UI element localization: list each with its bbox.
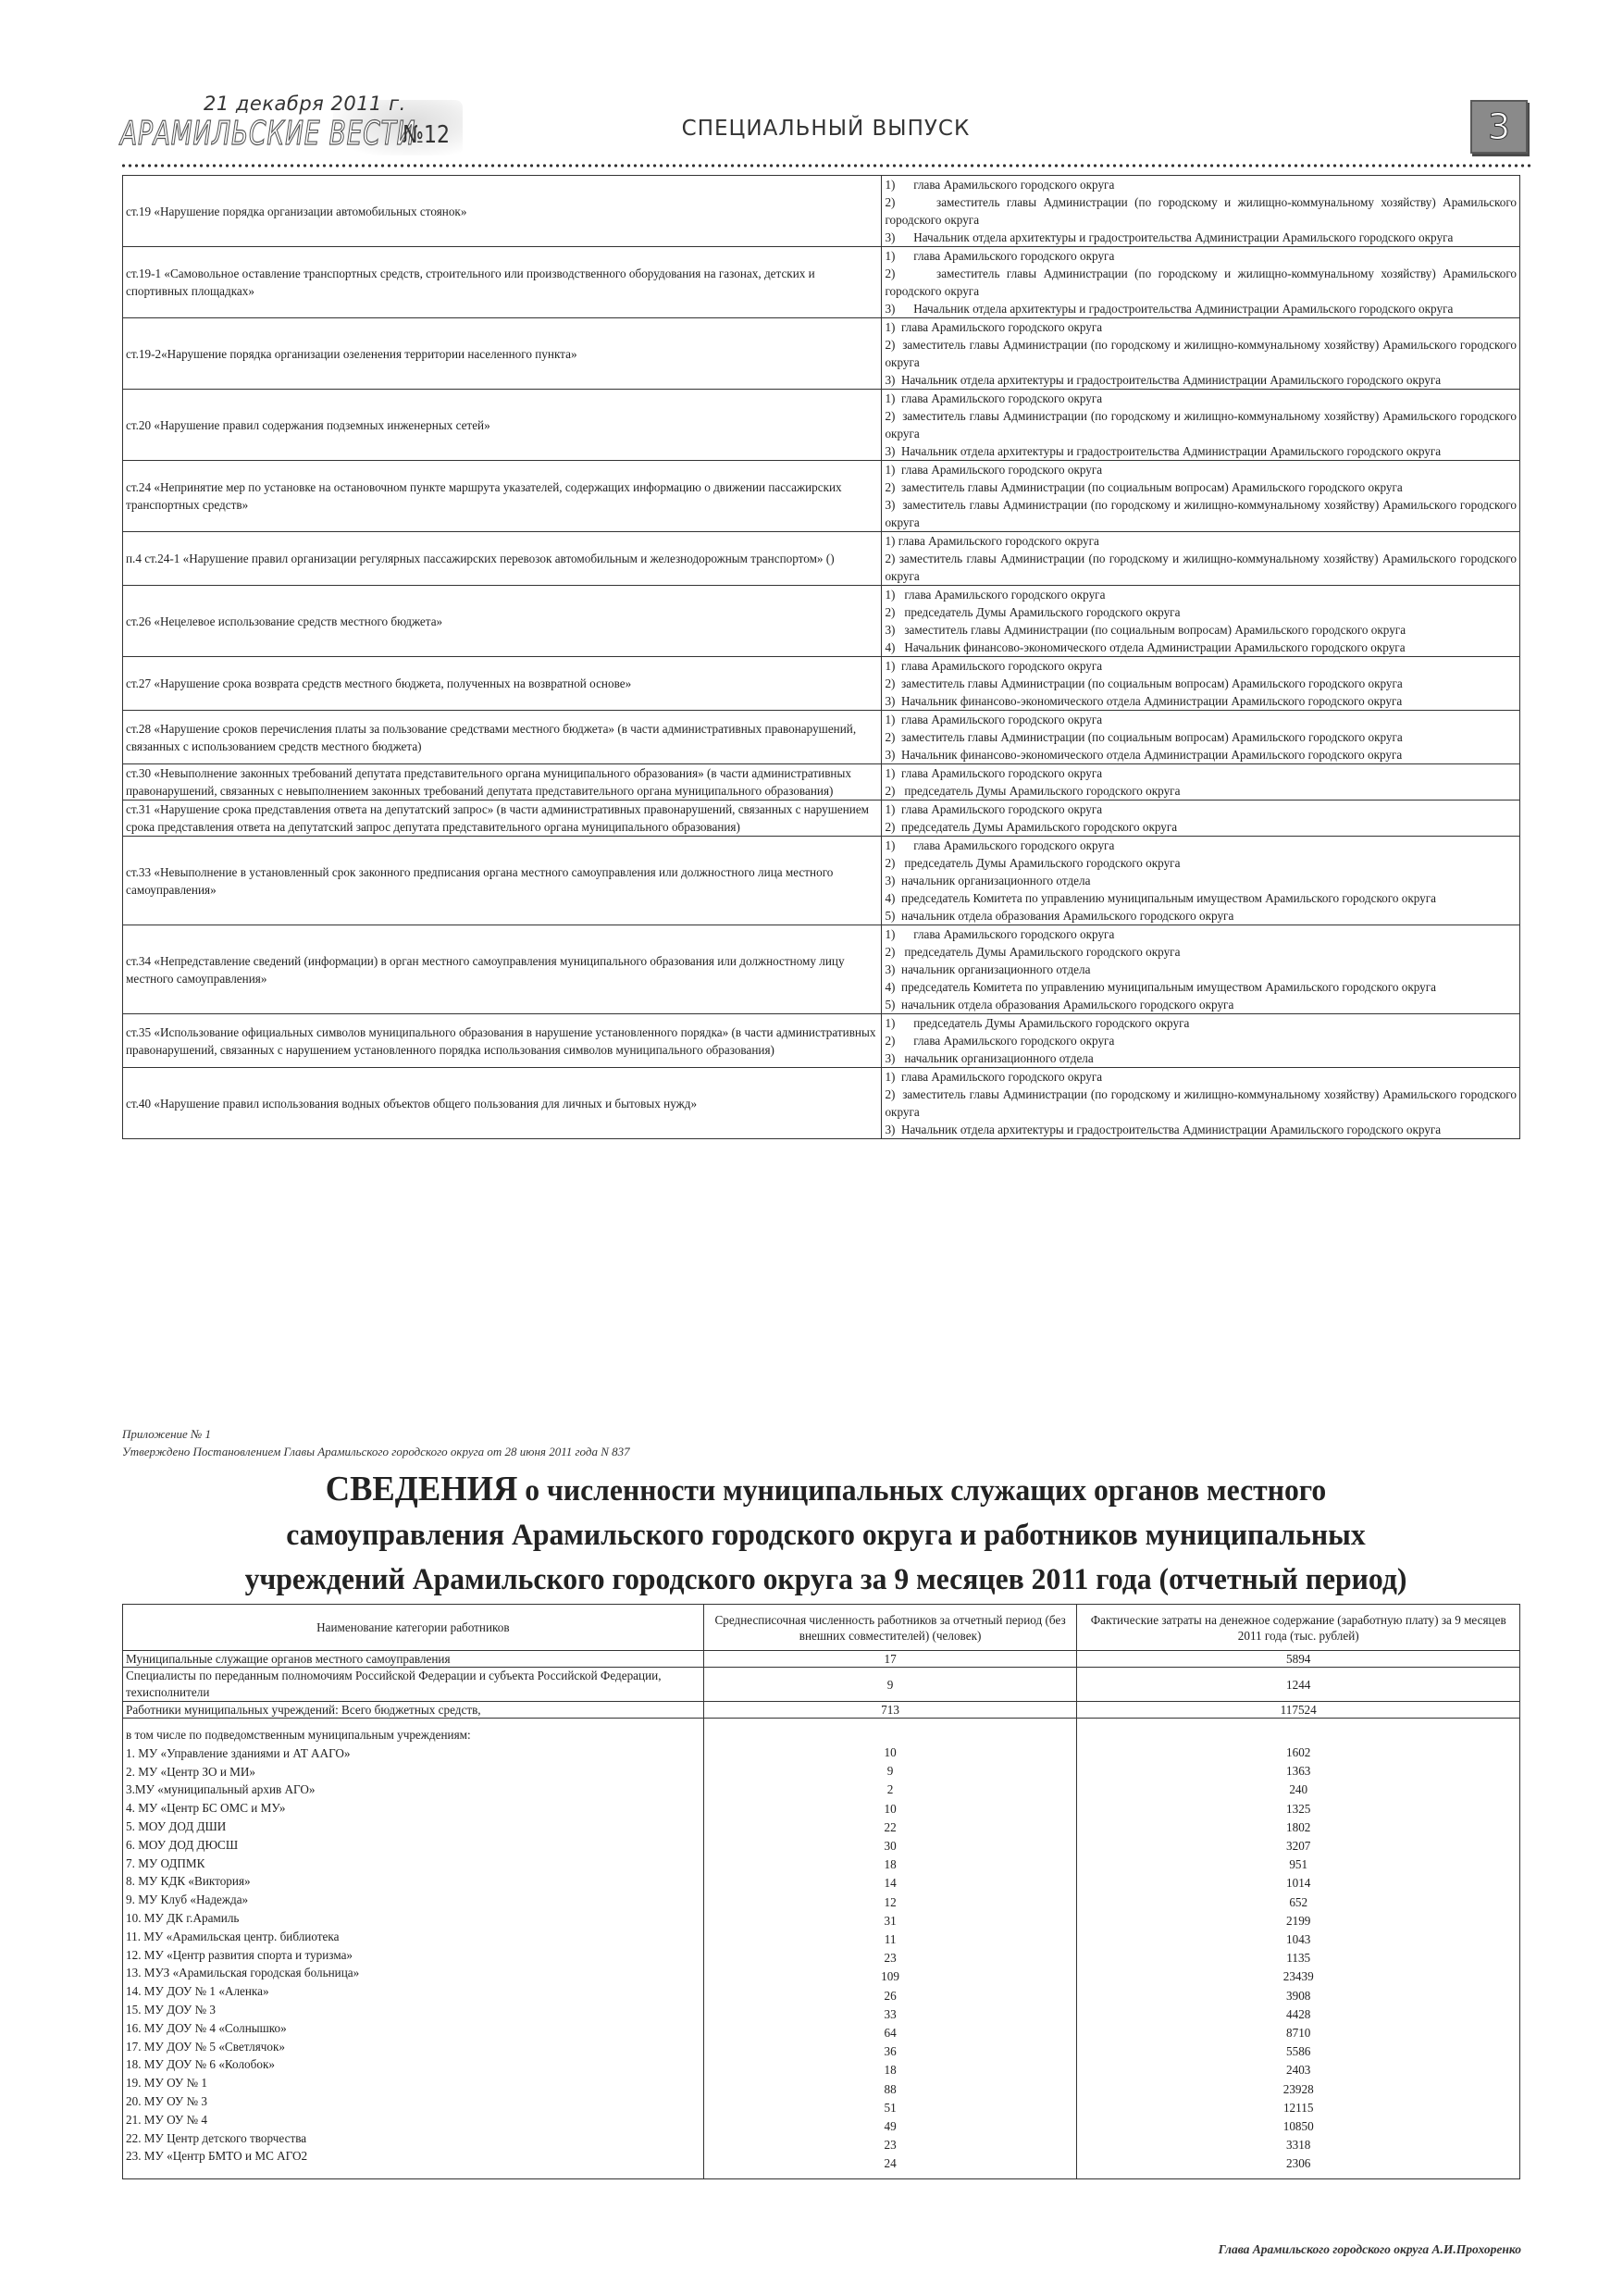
institution-headcount: 109 [881,1969,899,1984]
official-item: 3) заместитель главы Администрации (по социальным вопросам) Арамильского городского округа [885,623,1406,637]
table-row [123,711,1520,764]
article-cell: ст.20 «Нарушение правил содержания подземных инженерных сетей» [123,390,882,461]
official-item: 3) Начальник финансово-экономического отдела Администрации Арамильского городского округа [885,694,1403,708]
report-title-lead: СВЕДЕНИЯ [325,1470,518,1508]
official-item: 1) глава Арамильского городского округа [885,249,1115,263]
official-item: 2) заместитель главы Администрации (по социальным вопросам) Арамильского городского округа [885,676,1403,690]
institution-expenses: 3908 [1286,1988,1311,2003]
institution-name: 15. МУ ДОУ № 3 [126,2002,217,2017]
article-cell: ст.31 «Нарушение срока представления ответа на депутатский запрос» (в части административных правонарушений, связанных с нарушением срока представления ответа на депутатский запрос депутата представительного органа муниципального образования) [123,800,882,837]
institution-headcount: 33 [884,2006,897,2021]
officials-cell [882,461,1520,532]
institution-name: 3.МУ «муниципальный архив АГО» [126,1782,316,1797]
official-item: 2) заместитель главы Администрации (по городскому и жилищно-коммунальному хозяйству) Арамильского городского округа [885,1087,1520,1119]
institution-expenses: 2199 [1286,1913,1311,1928]
institution-name: 6. МОУ ДОД ДЮСШ [126,1837,239,1852]
institution-name: 7. МУ ОДПМК [126,1855,205,1870]
expenses-cell: 5894 [1077,1651,1520,1668]
institution-headcount: 18 [884,1857,897,1872]
appendix-approval: Утверждено Постановлением Главы Арамильского городского округа от 28 июня 2011 года N 837 [122,1445,630,1458]
institution-expenses: 1043 [1286,1932,1311,1947]
responsibility-table [122,175,1520,1139]
article-cell: п.4 ст.24-1 «Нарушение правил организации регулярных пассажирских перевозок автомобильным и железнодорожным транспортом» () [123,532,882,586]
table-row [123,586,1520,657]
official-item: 3) начальник организационного отдела [885,1051,1094,1065]
institution-headcount: 10 [884,1745,897,1759]
article-cell: ст.26 «Нецелевое использование средств местного бюджета» [123,586,882,657]
official-item: 4) Начальник финансово-экономического отдела Администрации Арамильского городского округа [885,640,1406,654]
official-item: 2) заместитель главы Администрации (по социальным вопросам) Арамильского городского округа [885,480,1403,494]
institution-name: 16. МУ ДОУ № 4 «Солнышко» [126,2020,287,2035]
institution-name: 20. МУ ОУ № 3 [126,2093,208,2108]
official-item: 2) председатель Думы Арамильского городского округа [885,820,1178,834]
officials-cell [882,800,1520,837]
table-row [123,461,1520,532]
official-item: 4) председатель Комитета по управлению муниципальным имуществом Арамильского городского округа [885,980,1437,994]
officials-cell [882,247,1520,318]
officials-cell [882,532,1520,586]
official-item: 1) глава Арамильского городского округа [885,766,1103,780]
institution-expenses: 12115 [1282,2100,1314,2115]
institution-headcount: 30 [884,1839,897,1854]
official-item: 1) глава Арамильского городского округа [885,659,1103,673]
table-row [123,1668,1520,1702]
official-item: 3) Начальник отдела архитектуры и градостроительства Администрации Арамильского городского округа [885,444,1442,458]
official-item: 1) глава Арамильского городского округа [885,1070,1103,1084]
official-item: 3) начальник организационного отдела [885,962,1091,976]
official-item: 3) Начальник отдела архитектуры и градостроительства Администрации Арамильского городского округа [885,230,1454,244]
table-row [123,390,1520,461]
institution-expenses: 1014 [1286,1876,1311,1891]
headcount-cell: 9 [703,1668,1077,1702]
institution-name: 12. МУ «Центр развития спорта и туризма» [126,1947,353,1962]
table-row [123,1068,1520,1139]
official-item: 2) председатель Думы Арамильского городского округа [885,945,1181,959]
institutions-names-cell [123,1719,704,2179]
institutions-headcount-cell [703,1719,1077,2179]
official-item: 1) глава Арамильского городского округа [885,463,1103,477]
report-title-line1: о численности муниципальных служащих органов местного [517,1474,1327,1508]
institution-name: 8. МУ КДК «Виктория» [126,1874,251,1889]
institution-expenses: 5586 [1286,2044,1311,2059]
article-cell: ст.19-2«Нарушение порядка организации озеленения территории населенного пункта» [123,318,882,390]
table-row [123,176,1520,247]
institution-headcount: 36 [884,2044,897,2059]
institutions-expenses-cell [1077,1719,1520,2179]
institution-headcount: 23 [884,1951,897,1966]
institution-expenses: 240 [1289,1782,1308,1797]
institution-expenses: 2403 [1286,2063,1311,2078]
official-item: 1) глава Арамильского городского округа [885,391,1103,405]
official-item: 5) начальник отдела образования Арамильского городского округа [885,998,1234,1011]
official-item: 3) Начальник отдела архитектуры и градостроительства Администрации Арамильского городского округа [885,373,1442,387]
institution-expenses: 951 [1289,1857,1308,1872]
column-header-headcount: Среднесписочная численность работников за отчетный период (без внешних совместителей) (человек) [703,1605,1077,1651]
official-item: 1) глава Арамильского городского округа [885,838,1115,852]
staff-statistics-table [122,1604,1520,2179]
official-item: 2) заместитель главы Администрации (по городскому и жилищно-коммунальному хозяйству) Арамильского городского округа [885,552,1520,583]
institution-expenses: 4428 [1286,2006,1311,2021]
officials-cell [882,390,1520,461]
signature: Глава Арамильского городского округа А.И.Прохоренко [1218,2242,1521,2256]
column-header-category: Наименование категории работников [123,1605,704,1651]
institution-headcount: 9 [886,1764,894,1779]
institution-name: 22. МУ Центр детского творчества [126,2130,307,2145]
article-cell: ст.19-1 «Самовольное оставление транспортных средств, строительного или производственного оборудования на газонах, детских и спортивных площадках» [123,247,882,318]
institution-headcount: 23 [884,2138,897,2153]
official-item: 2) заместитель главы Администрации (по городскому и жилищно-коммунальному хозяйству) Арамильского городского округа [885,409,1520,441]
article-cell: ст.35 «Использование официальных символов муниципального образования в нарушение установленного порядка» (в части административных правонарушений, связанных с нарушением установленного порядка использования символов муниципального образования) [123,1014,882,1068]
institution-headcount: 14 [884,1876,897,1891]
official-item: 1) председатель Думы Арамильского городского округа [885,1016,1190,1030]
column-header-expenses: Фактические затраты на денежное содержание (заработную плату) за 9 месяцев 2011 года (тыс. рублей) [1077,1605,1520,1651]
institution-name: 23. МУ «Центр БМТО и МС АГО2 [126,2149,308,2164]
institution-headcount: 31 [884,1913,897,1928]
report-title [149,1467,1504,1602]
article-cell: ст.33 «Невыполнение в установленный срок законного предписания органа местного самоуправления или должностного лица местного самоуправления» [123,837,882,925]
institution-name: 19. МУ ОУ № 1 [126,2076,208,2091]
officials-cell [882,764,1520,800]
institution-expenses: 1363 [1286,1764,1311,1779]
official-item: 2) председатель Думы Арамильского городского округа [885,605,1181,619]
appendix-label: Приложение № 1 [122,1427,212,1441]
officials-cell [882,925,1520,1014]
officials-cell [882,586,1520,657]
official-item: 3) Начальник отдела архитектуры и градостроительства Администрации Арамильского городского округа [885,1123,1442,1136]
officials-cell [882,1014,1520,1068]
institution-expenses: 3318 [1286,2138,1311,2153]
table-row [123,318,1520,390]
official-item: 1) глава Арамильского городского округа [885,588,1106,602]
table-row [123,1014,1520,1068]
official-item: 3) заместитель главы Администрации (по городскому и жилищно-коммунальному хозяйству) Арамильского городского округа [885,498,1520,529]
category-cell: Муниципальные служащие органов местного самоуправления [123,1651,704,1668]
official-item: 2) председатель Думы Арамильского городского округа [885,784,1181,798]
institution-name: 4. МУ «Центр БС ОМС и МУ» [126,1801,286,1816]
institution-expenses: 23928 [1282,2081,1314,2096]
dotted-divider [120,163,1531,168]
institution-headcount: 88 [884,2081,897,2096]
institution-headcount: 49 [884,2119,897,2134]
newspaper-title: АРАМИЛЬСКИЕ ВЕСТИ [120,115,416,153]
institution-name: 5. МОУ ДОД ДШИ [126,1818,227,1833]
category-cell: Специалисты по переданным полномочиям Российской Федерации и субъекта Российской Федерации, техисполнители [123,1668,704,1702]
institution-headcount: 24 [884,2156,897,2171]
official-item: 2) председатель Думы Арамильского городского округа [885,856,1181,870]
table-row [123,1702,1520,1719]
institution-expenses: 23439 [1282,1969,1314,1984]
article-cell: ст.40 «Нарушение правил использования водных объектов общего пользования для личных и бытовых нужд» [123,1068,882,1139]
institution-headcount: 22 [884,1819,897,1834]
institution-headcount: 11 [884,1932,897,1947]
institution-expenses: 1802 [1286,1819,1311,1834]
institution-expenses: 1135 [1286,1951,1311,1966]
institution-name: 2. МУ «Центр ЗО и МИ» [126,1764,256,1779]
institution-headcount: 64 [884,2026,897,2041]
institution-headcount: 12 [884,1894,897,1909]
official-item: 2) заместитель главы Администрации (по городскому и жилищно-коммунальному хозяйству) Арамильского городского округа [885,267,1520,298]
table-row [123,532,1520,586]
official-item: 2) заместитель главы Администрации (по городскому и жилищно-коммунальному хозяйству) Арамильского городского округа [885,338,1520,369]
officials-cell [882,176,1520,247]
officials-cell [882,837,1520,925]
table-header-row [123,1605,1520,1651]
expenses-cell: 1244 [1077,1668,1520,1702]
report-title-line2: самоуправления Арамильского городского округа и работников муниципальных [286,1519,1366,1552]
institution-expenses: 3207 [1286,1839,1311,1854]
official-item: 2) глава Арамильского городского округа [885,1034,1115,1048]
institution-headcount: 26 [884,1988,897,2003]
institution-expenses: 8710 [1286,2026,1311,2041]
table-row [123,657,1520,711]
article-cell: ст.19 «Нарушение порядка организации автомобильных стоянок» [123,176,882,247]
official-item: 1) глава Арамильского городского округа [885,927,1115,941]
institution-name: 10. МУ ДК г.Арамиль [126,1910,240,1925]
masthead [120,93,1531,167]
article-cell: ст.28 «Нарушение сроков перечисления платы за пользование средствами местного бюджета» (в части административных правонарушений, связанных с использованием средств местного бюджета) [123,711,882,764]
official-item: 3) Начальник финансово-экономического отдела Администрации Арамильского городского округа [885,748,1403,762]
table-row [123,1651,1520,1668]
institution-name: 18. МУ ДОУ № 6 «Колобок» [126,2057,275,2072]
table-row [123,247,1520,318]
table-row [123,800,1520,837]
official-item: 5) начальник отдела образования Арамильского городского округа [885,909,1234,923]
institution-headcount: 51 [884,2100,897,2115]
institution-expenses: 1602 [1286,1745,1311,1759]
table-row [123,925,1520,1014]
expenses-cell: 117524 [1077,1702,1520,1719]
officials-cell [882,711,1520,764]
official-item: 1) глава Арамильского городского округа [885,713,1103,726]
official-item: 2) заместитель главы Администрации (по социальным вопросам) Арамильского городского округа [885,730,1403,744]
section-title: СПЕЦИАЛЬНЫЙ ВЫПУСК [681,117,971,141]
official-item: 1) глава Арамильского городского округа [885,802,1103,816]
institution-expenses: 652 [1289,1894,1308,1909]
official-item: 3) начальник организационного отдела [885,874,1091,887]
page-number-badge: 3 [1470,100,1528,154]
institution-expenses: 2306 [1286,2156,1311,2171]
headcount-cell: 17 [703,1651,1077,1668]
article-cell: ст.27 «Нарушение срока возврата средств местного бюджета, полученных на возвратной основе» [123,657,882,711]
subordinate-intro: в том числе по подведомственным муниципальным учреждениям: [126,1728,471,1742]
category-cell: Работники муниципальных учреждений: Всего бюджетных средств, [123,1702,704,1719]
article-cell: ст.34 «Непредставление сведений (информации) в орган местного самоуправления муниципального образования или должностному лицу местного самоуправления» [123,925,882,1014]
table-row [123,837,1520,925]
official-item: 3) Начальник отдела архитектуры и градостроительства Администрации Арамильского городского округа [885,302,1454,316]
officials-cell [882,657,1520,711]
official-item: 2) заместитель главы Администрации (по городскому и жилищно-коммунальному хозяйству) Арамильского городского округа [885,195,1520,227]
table-row [123,764,1520,800]
official-item: 1) глава Арамильского городского округа [885,178,1115,192]
institution-expenses: 10850 [1282,2119,1314,2134]
issue-date: 21 декабря 2011 г. [204,93,406,115]
institution-name: 13. МУЗ «Арамильская городская больница» [126,1966,360,1980]
institution-name: 17. МУ ДОУ № 5 «Светлячок» [126,2039,286,2054]
institution-name: 1. МУ «Управление зданиями и АТ ААГО» [126,1745,351,1760]
institution-name: 14. МУ ДОУ № 1 «Аленка» [126,1984,269,1999]
institution-expenses: 1325 [1286,1801,1311,1816]
headcount-cell: 713 [703,1702,1077,1719]
institution-headcount: 18 [884,2063,897,2078]
official-item: 1) глава Арамильского городского округа [885,534,1099,548]
article-cell: ст.24 «Непринятие мер по установке на остановочном пункте маршрута указателей, содержащих информацию о движении пассажирских транспортных средств» [123,461,882,532]
article-cell: ст.30 «Невыполнение законных требований депутата представительного органа муниципального образования» (в части административных правонарушений, связанных с невыполнением законных требований депутата представительного органа муниципального образования) [123,764,882,800]
official-item: 4) председатель Комитета по управлению муниципальным имуществом Арамильского городского округа [885,891,1437,905]
institution-name: 11. МУ «Арамильская центр. библиотека [126,1929,340,1943]
officials-cell [882,1068,1520,1139]
institutions-row [123,1719,1520,2179]
appendix-note [122,1425,630,1460]
issue-number: №12 [403,121,451,149]
report-title-line3: учреждений Арамильского городского округа за 9 месяцев 2011 года (отчетный период) [244,1563,1407,1596]
institution-name: 9. МУ Клуб «Надежда» [126,1893,249,1907]
official-item: 1) глава Арамильского городского округа [885,320,1103,334]
officials-cell [882,318,1520,390]
institution-headcount: 2 [886,1782,894,1797]
institution-headcount: 10 [884,1801,897,1816]
institution-name: 21. МУ ОУ № 4 [126,2112,208,2127]
